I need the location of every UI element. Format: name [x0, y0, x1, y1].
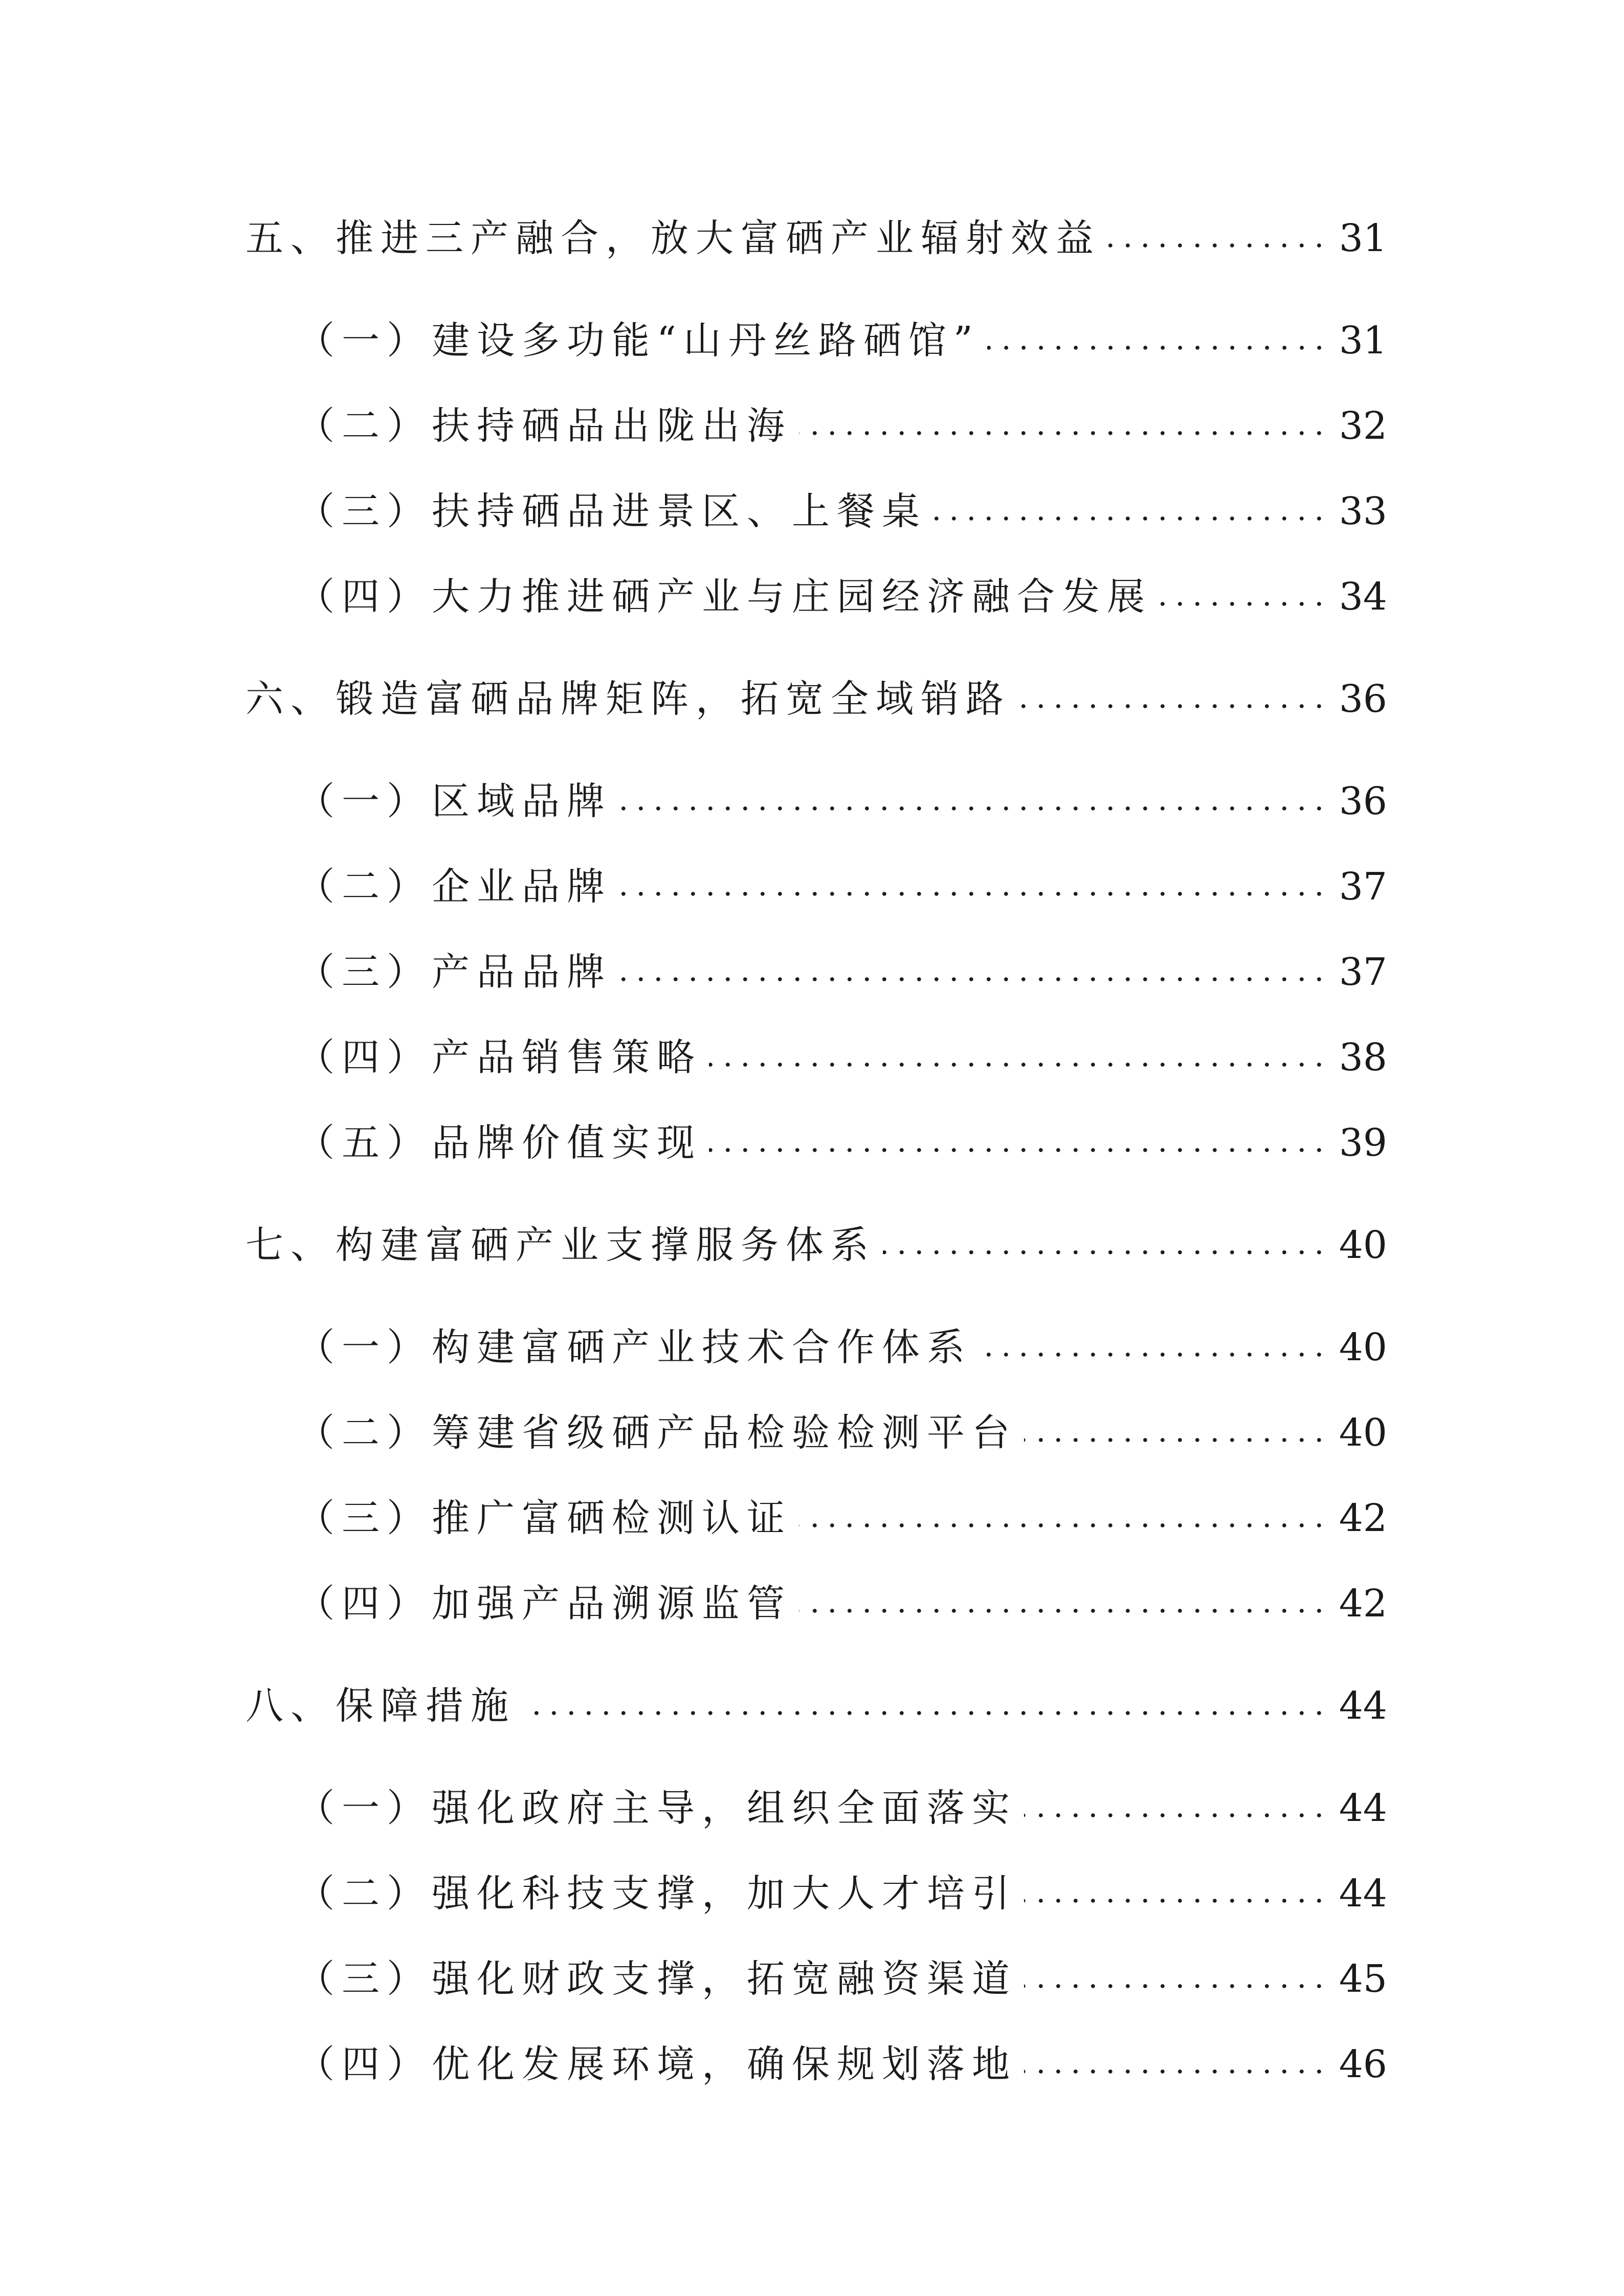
- toc-subsection-entry[interactable]: [297, 859, 1387, 915]
- toc-section-entry[interactable]: [246, 671, 1387, 727]
- toc-dot-leader: [1024, 2069, 1328, 2074]
- toc-page-number: 40: [1339, 1223, 1387, 1267]
- toc-dot-leader: [883, 1250, 1328, 1255]
- toc-page-number: 33: [1339, 489, 1387, 533]
- toc-dot-leader: [979, 1352, 1328, 1357]
- toc-dot-leader: [799, 1608, 1328, 1613]
- toc-page-number: 31: [1339, 319, 1387, 363]
- toc-dot-leader: [1024, 1437, 1328, 1443]
- toc-subsection-entry[interactable]: [297, 1575, 1387, 1632]
- toc-subsection-entry[interactable]: [297, 398, 1387, 454]
- toc-dot-leader: [709, 1062, 1328, 1067]
- toc-entry-title: （二）强化科技支撑，加大人才培引: [297, 1872, 1017, 1916]
- toc-page-number: 46: [1339, 2042, 1387, 2086]
- toc-entry-title: （二）筹建省级硒产品检验检测平台: [297, 1411, 1017, 1455]
- toc-dot-leader: [799, 1523, 1328, 1528]
- toc-dot-leader: [1018, 704, 1328, 709]
- toc-entry-title: （二）企业品牌: [297, 865, 612, 909]
- toc-subsection-entry[interactable]: [297, 1865, 1387, 1922]
- toc-dot-leader: [709, 1147, 1328, 1153]
- toc-entry-title: （三）推广富硒检测认证: [297, 1496, 792, 1540]
- toc-dot-leader: [934, 516, 1328, 521]
- toc-page-number: 39: [1339, 1121, 1387, 1165]
- toc-entry-title: 八、保障措施: [246, 1684, 516, 1728]
- toc-dot-leader: [1108, 243, 1328, 248]
- toc-entry-title: （四）产品销售策略: [297, 1036, 702, 1079]
- toc-page-number: 37: [1339, 950, 1387, 994]
- toc-page-number: 40: [1339, 1411, 1387, 1455]
- toc-dot-leader: [619, 806, 1328, 811]
- toc-page-number: 38: [1339, 1036, 1387, 1079]
- toc-dot-leader: [619, 891, 1328, 896]
- toc-page-number: 44: [1339, 1684, 1387, 1728]
- toc-page-number: 45: [1339, 1957, 1387, 2001]
- toc-page-number: 40: [1339, 1325, 1387, 1369]
- toc-dot-leader: [523, 1710, 1328, 1716]
- toc-page-number: 34: [1339, 575, 1387, 619]
- toc-entry-title: （一）区域品牌: [297, 779, 612, 823]
- toc-subsection-entry[interactable]: [297, 1115, 1387, 1171]
- toc-entry-title: （五）品牌价值实现: [297, 1121, 702, 1165]
- toc-subsection-entry[interactable]: [297, 1029, 1387, 1086]
- toc-page-number: 44: [1339, 1786, 1387, 1830]
- toc-entry-title: （三）扶持硒品进景区、上餐桌: [297, 489, 927, 533]
- toc-entry-title: 五、推进三产融合，放大富硒产业辐射效益: [246, 216, 1101, 260]
- toc-page-number: 36: [1339, 779, 1387, 823]
- toc-dot-leader: [1024, 1984, 1328, 1989]
- toc-entry-title: （三）强化财政支撑，拓宽融资渠道: [297, 1957, 1017, 2001]
- toc-subsection-entry[interactable]: [297, 1319, 1387, 1376]
- toc-dot-leader: [1024, 1813, 1328, 1818]
- toc-entry-title: （三）产品品牌: [297, 950, 612, 994]
- toc-entry-title: （四）大力推进硒产业与庄园经济融合发展: [297, 575, 1152, 619]
- toc-dot-leader: [1159, 601, 1328, 606]
- toc-subsection-entry[interactable]: [297, 483, 1387, 539]
- toc-section-entry[interactable]: [246, 1678, 1387, 1734]
- toc-entry-title: （一）建设多功能“山丹丝路硒馆”: [297, 319, 980, 363]
- toc-page-number: 32: [1339, 404, 1387, 448]
- toc-subsection-entry[interactable]: [297, 1490, 1387, 1546]
- toc-entry-title: （四）优化发展环境，确保规划落地: [297, 2042, 1017, 2086]
- toc-subsection-entry[interactable]: [297, 2036, 1387, 2092]
- toc-section-entry[interactable]: [246, 1217, 1387, 1273]
- toc-page-number: 44: [1339, 1872, 1387, 1916]
- toc-page-number: 37: [1339, 865, 1387, 909]
- toc-dot-leader: [1024, 1898, 1328, 1903]
- toc-subsection-entry[interactable]: [297, 569, 1387, 625]
- toc-dot-leader: [619, 977, 1328, 982]
- toc-page-number: 42: [1339, 1496, 1387, 1540]
- toc-page-number: 31: [1339, 216, 1387, 260]
- toc-entry-title: （一）强化政府主导，组织全面落实: [297, 1786, 1017, 1830]
- toc-page-number: 36: [1339, 677, 1387, 721]
- toc-subsection-entry[interactable]: [297, 1951, 1387, 2007]
- toc-subsection-entry[interactable]: [297, 312, 1387, 369]
- toc-entry-title: （一）构建富硒产业技术合作体系: [297, 1325, 972, 1369]
- toc-entry-title: （二）扶持硒品出陇出海: [297, 404, 792, 448]
- toc-subsection-entry[interactable]: [297, 1780, 1387, 1836]
- toc-dot-leader: [987, 345, 1328, 350]
- toc-subsection-entry[interactable]: [297, 773, 1387, 829]
- toc-dot-leader: [799, 431, 1328, 436]
- toc-subsection-entry[interactable]: [297, 944, 1387, 1000]
- toc-entry-title: 六、锻造富硒品牌矩阵，拓宽全域销路: [246, 677, 1011, 721]
- toc-section-entry[interactable]: [246, 210, 1387, 266]
- toc-page-number: 42: [1339, 1582, 1387, 1626]
- toc-entry-title: 七、构建富硒产业支撑服务体系: [246, 1223, 876, 1267]
- toc-entry-title: （四）加强产品溯源监管: [297, 1582, 792, 1626]
- toc-subsection-entry[interactable]: [297, 1405, 1387, 1461]
